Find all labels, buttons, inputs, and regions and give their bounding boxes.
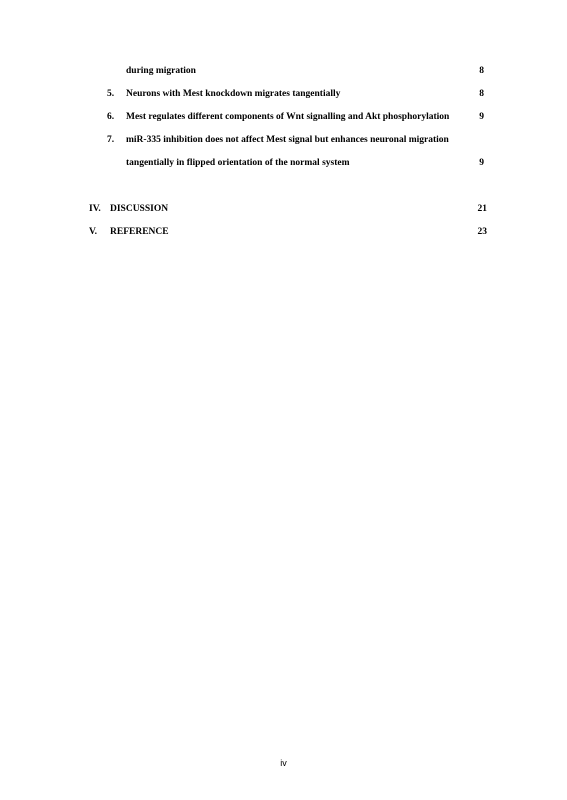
toc-section-title: DISCUSSION	[110, 204, 169, 214]
page-number: iv	[280, 758, 287, 768]
toc-entry-title: during migration	[126, 66, 196, 76]
toc-entry-title: tangentially in flipped orientation of the normal system	[126, 158, 350, 168]
toc-section-page: 23	[477, 227, 487, 237]
toc-section-title: REFERENCE	[110, 227, 169, 237]
toc-entry-title: Mest regulates different components of Wnt signalling and Akt phosphorylation	[126, 112, 450, 122]
toc-entry-number: 7.	[107, 135, 115, 145]
toc-entry-page: 9	[479, 112, 484, 122]
toc-entry-page: 9	[479, 158, 484, 168]
toc-section-page: 21	[477, 204, 487, 214]
toc-entry-page: 8	[479, 89, 484, 99]
toc-entry-title: Neurons with Mest knockdown migrates tangentially	[126, 89, 341, 99]
toc-entry-page: 8	[479, 66, 484, 76]
toc-entry-number: 6.	[107, 112, 115, 122]
toc-entry-title: miR-335 inhibition does not affect Mest signal but enhances neuronal migration	[126, 135, 449, 145]
toc-entry-number: 5.	[107, 89, 115, 99]
toc-section-number: IV.	[89, 204, 101, 214]
toc-section-number: V.	[89, 227, 98, 237]
